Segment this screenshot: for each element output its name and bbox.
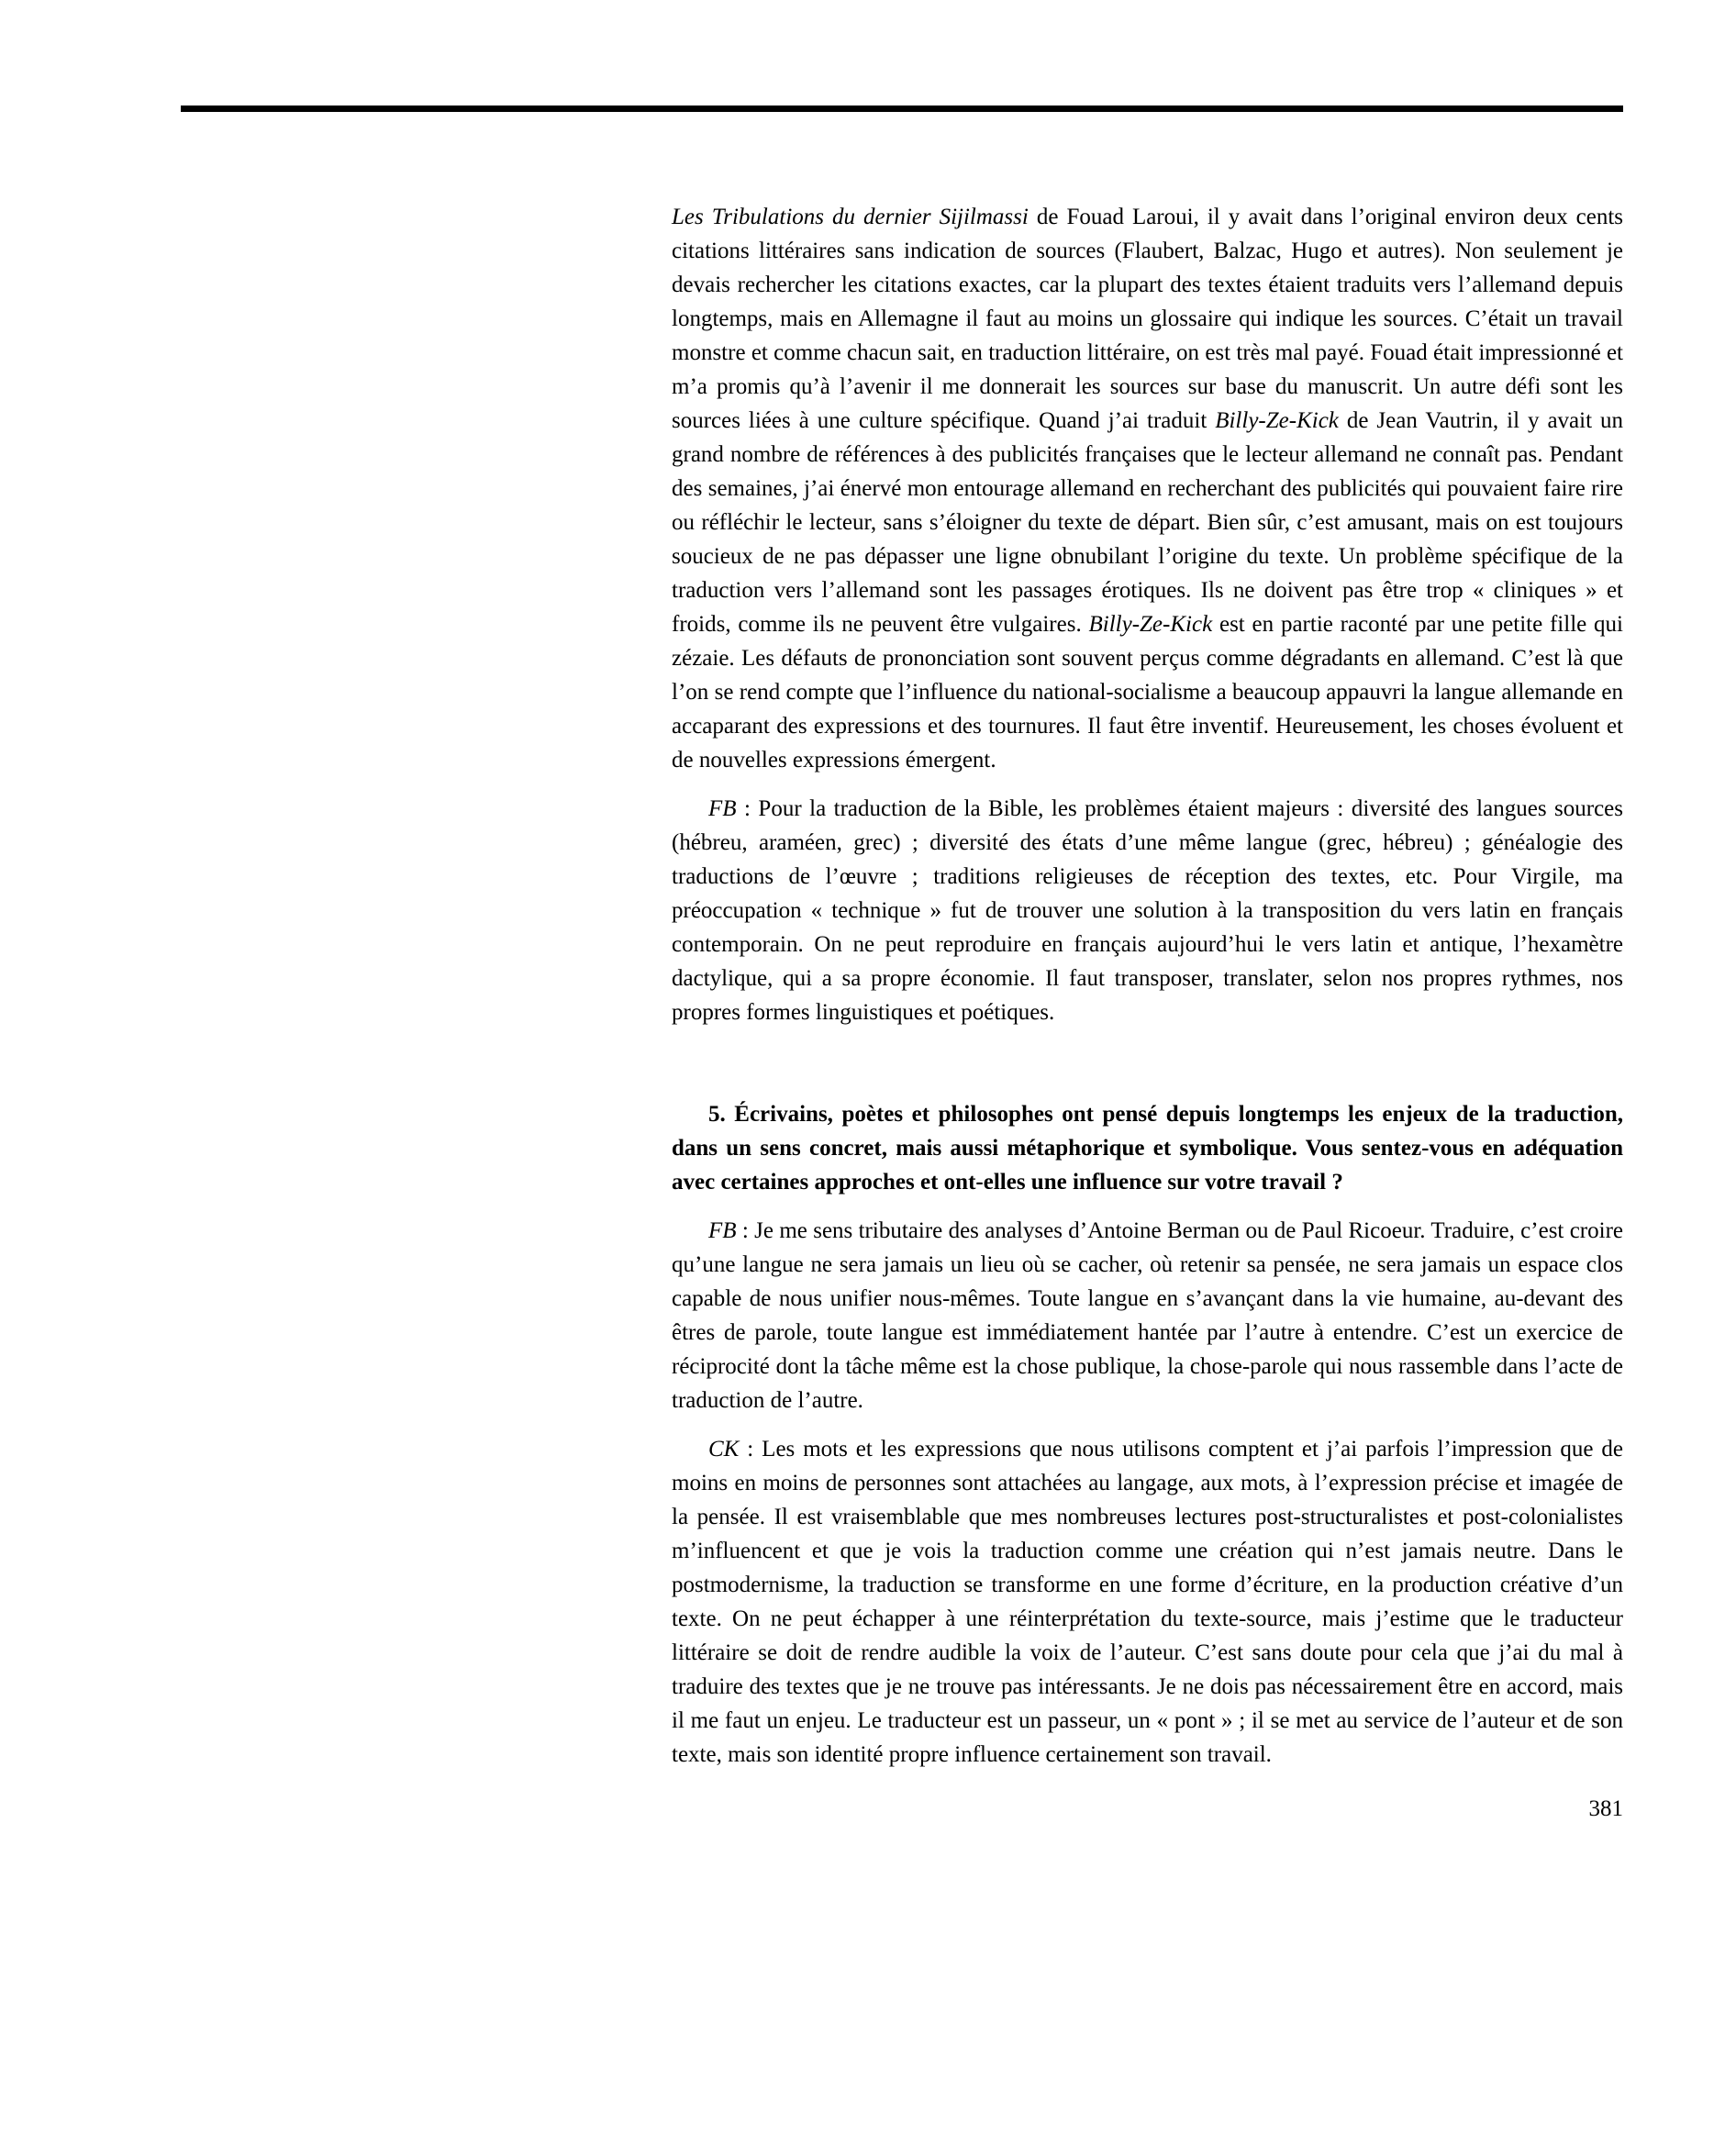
italic-run: Billy-Ze-Kick bbox=[1215, 408, 1339, 433]
text-run: de Jean Vautrin, il y avait un grand nombre de références à des publicités françaises que le lecteur allemand ne connaît pas. Pendant des semaines, j’ai énervé mon entourage allemand en recherchant des publicités qui pouvaient faire rire ou réfléchir le lecteur, sans s’éloigner du texte de départ. Bien sûr, c’est amusant, mais on est toujours soucieux de ne pas dépasser une ligne obnubilant l’origine du texte. Un problème spécifique de la traduction vers l’allemand sont les passages érotiques. Ils ne doivent pas être trop « cliniques » et froids, comme ils ne peuvent être vulgaires. bbox=[672, 408, 1623, 637]
text-run: 5. Écrivains, poètes et philosophes ont pensé depuis longtemps les enjeux de la traduction, dans un sens concret, mais aussi métaphorique et symbolique. Vous sentez-vous en adéquation avec certaines approches et ont-elles une influence sur votre travail ? bbox=[672, 1102, 1623, 1195]
italic-run: CK bbox=[708, 1437, 740, 1461]
italic-run: FB bbox=[708, 796, 737, 821]
italic-run: Billy-Ze-Kick bbox=[1088, 612, 1213, 637]
paragraph-fb-berman bbox=[672, 1214, 1623, 1417]
text-block bbox=[672, 200, 1623, 1823]
header-rule bbox=[181, 106, 1623, 112]
paragraph-fb-bible bbox=[672, 792, 1623, 1029]
page-number: 381 bbox=[1588, 1796, 1623, 1821]
text-run: de Fouad Laroui, il y avait dans l’original environ deux cents citations littéraires sans indication de sources (Flaubert, Balzac, Hugo et autres). Non seulement je devais rechercher les citations exactes, car la plupart des textes étaient traduits vers l’allemand depuis longtemps, mais en Allemagne il faut au moins un glossaire qui indique les sources. C’était un travail monstre et comme chacun sait, en traduction littéraire, on est très mal payé. Fouad était impressionné et m’a promis qu’à l’avenir il me donnerait les sources sur base du manuscrit. Un autre défi sont les sources liées à une culture spécifique. Quand j’ai traduit bbox=[672, 205, 1623, 433]
question-5 bbox=[672, 1097, 1623, 1199]
italic-run: Les Tribulations du dernier Sijilmassi bbox=[672, 205, 1029, 229]
text-run: est en partie raconté par une petite fille qui zézaie. Les défauts de prononciation sont souvent perçus comme dégradants en allemand. C’est là que l’on se rend compte que l’influence du national-socialisme a beaucoup appauvri la langue allemande en accaparant des expressions et des tournures. Il faut être inventif. Heureusement, les choses évoluent et de nouvelles expressions émergent. bbox=[672, 612, 1623, 772]
text-run: : Les mots et les expressions que nous utilisons comptent et j’ai parfois l’impression que de moins en moins de personnes sont attachées au langage, aux mots, à l’expression précise et imagée de la pensée. Il est vraisemblable que mes nombreuses lectures post-structuralistes et post-colonialistes m’influencent et que je vois la traduction comme une création qui n’est jamais neutre. Dans le postmodernisme, la traduction se transforme en une forme d’écriture, en la production créative d’un texte. On ne peut échapper à une réinterprétation du texte-source, mais j’estime que le traducteur littéraire se doit de rendre audible la voix de l’auteur. C’est sans doute pour cela que j’ai du mal à traduire des textes que je ne trouve pas intéressants. Je ne dois pas nécessairement être en accord, mais il me faut un enjeu. Le traducteur est un passeur, un « pont » ; il se met au service de l’auteur et de son texte, mais son identité propre influence certainement son travail. bbox=[672, 1437, 1623, 1767]
text-run: : Je me sens tributaire des analyses d’Antoine Berman ou de Paul Ricoeur. Traduire, c’est croire qu’une langue ne sera jamais un lieu où se cacher, où retenir sa pensée, ne sera jamais un espace clos capable de nous unifier nous-mêmes. Toute langue en s’avançant dans la vie humaine, au-devant des êtres de parole, toute langue est immédiatement hantée par l’autre à entendre. C’est un exercice de réciprocité dont la tâche même est la chose publique, la chose-parole qui nous rassemble dans l’acte de traduction de l’autre. bbox=[672, 1218, 1623, 1413]
paragraph-continuation-laroui bbox=[672, 200, 1623, 777]
paragraph-ck-mots bbox=[672, 1432, 1623, 1772]
italic-run: FB bbox=[708, 1218, 737, 1243]
text-run: : Pour la traduction de la Bible, les problèmes étaient majeurs : diversité des langues sources (hébreu, araméen, grec) ; diversité des états d’une même langue (grec, hébreu) ; généalogie des traductions de l’œuvre ; traditions religieuses de réception des textes, etc. Pour Virgile, ma préoccupation « technique » fut de trouver une solution à la transposition du vers latin en français contemporain. On ne peut reproduire en français aujourd’hui le vers latin et antique, l’hexamètre dactylique, qui a sa propre économie. Il faut transposer, translater, selon nos propres rythmes, nos propres formes linguistiques et poétiques. bbox=[672, 796, 1623, 1025]
